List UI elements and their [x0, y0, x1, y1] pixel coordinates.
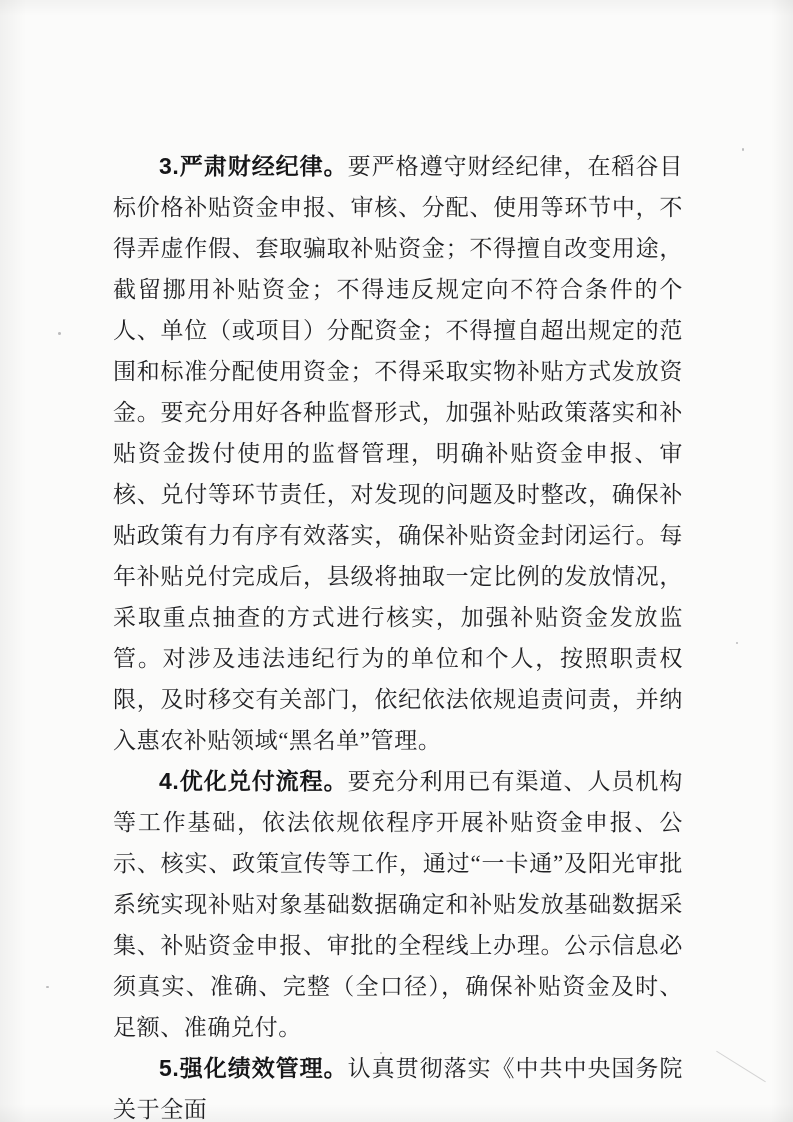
paragraph-4-text: 要充分利用已有渠道、人员机构等工作基础，依法依规依程序开展补贴资金申报、公示、核实、政策宣传等工作，通过“一卡通”及阳光审批系统实现补贴对象基础数据确定和补贴发放基础数据采集、补贴资金申报、审批的全程线上办理。公示信息必须真实、准确、完整（全口径），确保补贴资金及时、足额、准确兑付。: [113, 769, 683, 1040]
scan-speck: [742, 148, 744, 151]
paragraph-5: [113, 1048, 683, 1122]
paragraph-5-text: 认真贯彻落实《中共中央国务院关于全面: [113, 1056, 683, 1122]
scan-speck: [380, 1052, 382, 1054]
scan-speck: [58, 332, 61, 335]
paragraph-5-heading: 5.强化绩效管理。: [159, 1055, 348, 1081]
scan-speck: [46, 986, 49, 988]
paragraph-3-text: 要严格遵守财经纪律，在稻谷目标价格补贴资金申报、审核、分配、使用等环节中，不得弄虚作假、套取骗取补贴资金；不得擅自改变用途，截留挪用补贴资金；不得违反规定向不符合条件的个人、单位（或项目）分配资金；不得擅自超出规定的范围和标准分配使用资金；不得采取实物补贴方式发放资金。要充分用好各种监督形式，加强补贴政策落实和补贴资金拨付使用的监督管理，明确补贴资金申报、审核、兑付等环节责任，对发现的问题及时整改，确保补贴政策有力有序有效落实，确保补贴资金封闭运行。每年补贴兑付完成后，县级将抽取一定比例的发放情况，采取重点抽查的方式进行核实，加强补贴资金发放监管。对涉及违法违纪行为的单位和个人，按照职责权限，及时移交有关部门，依纪依法依规追责问责，并纳入惠农补贴领域“黑名单”管理。: [113, 154, 683, 753]
paragraph-3-heading: 3.严肃财经纪律。: [159, 153, 348, 179]
paragraph-4-heading: 4.优化兑付流程。: [159, 768, 348, 794]
document-body: [113, 146, 683, 1122]
paragraph-4: [113, 761, 683, 1048]
scan-speck: [736, 642, 738, 644]
paragraph-3: [113, 146, 683, 761]
scan-fold-artifact: [716, 1051, 766, 1083]
